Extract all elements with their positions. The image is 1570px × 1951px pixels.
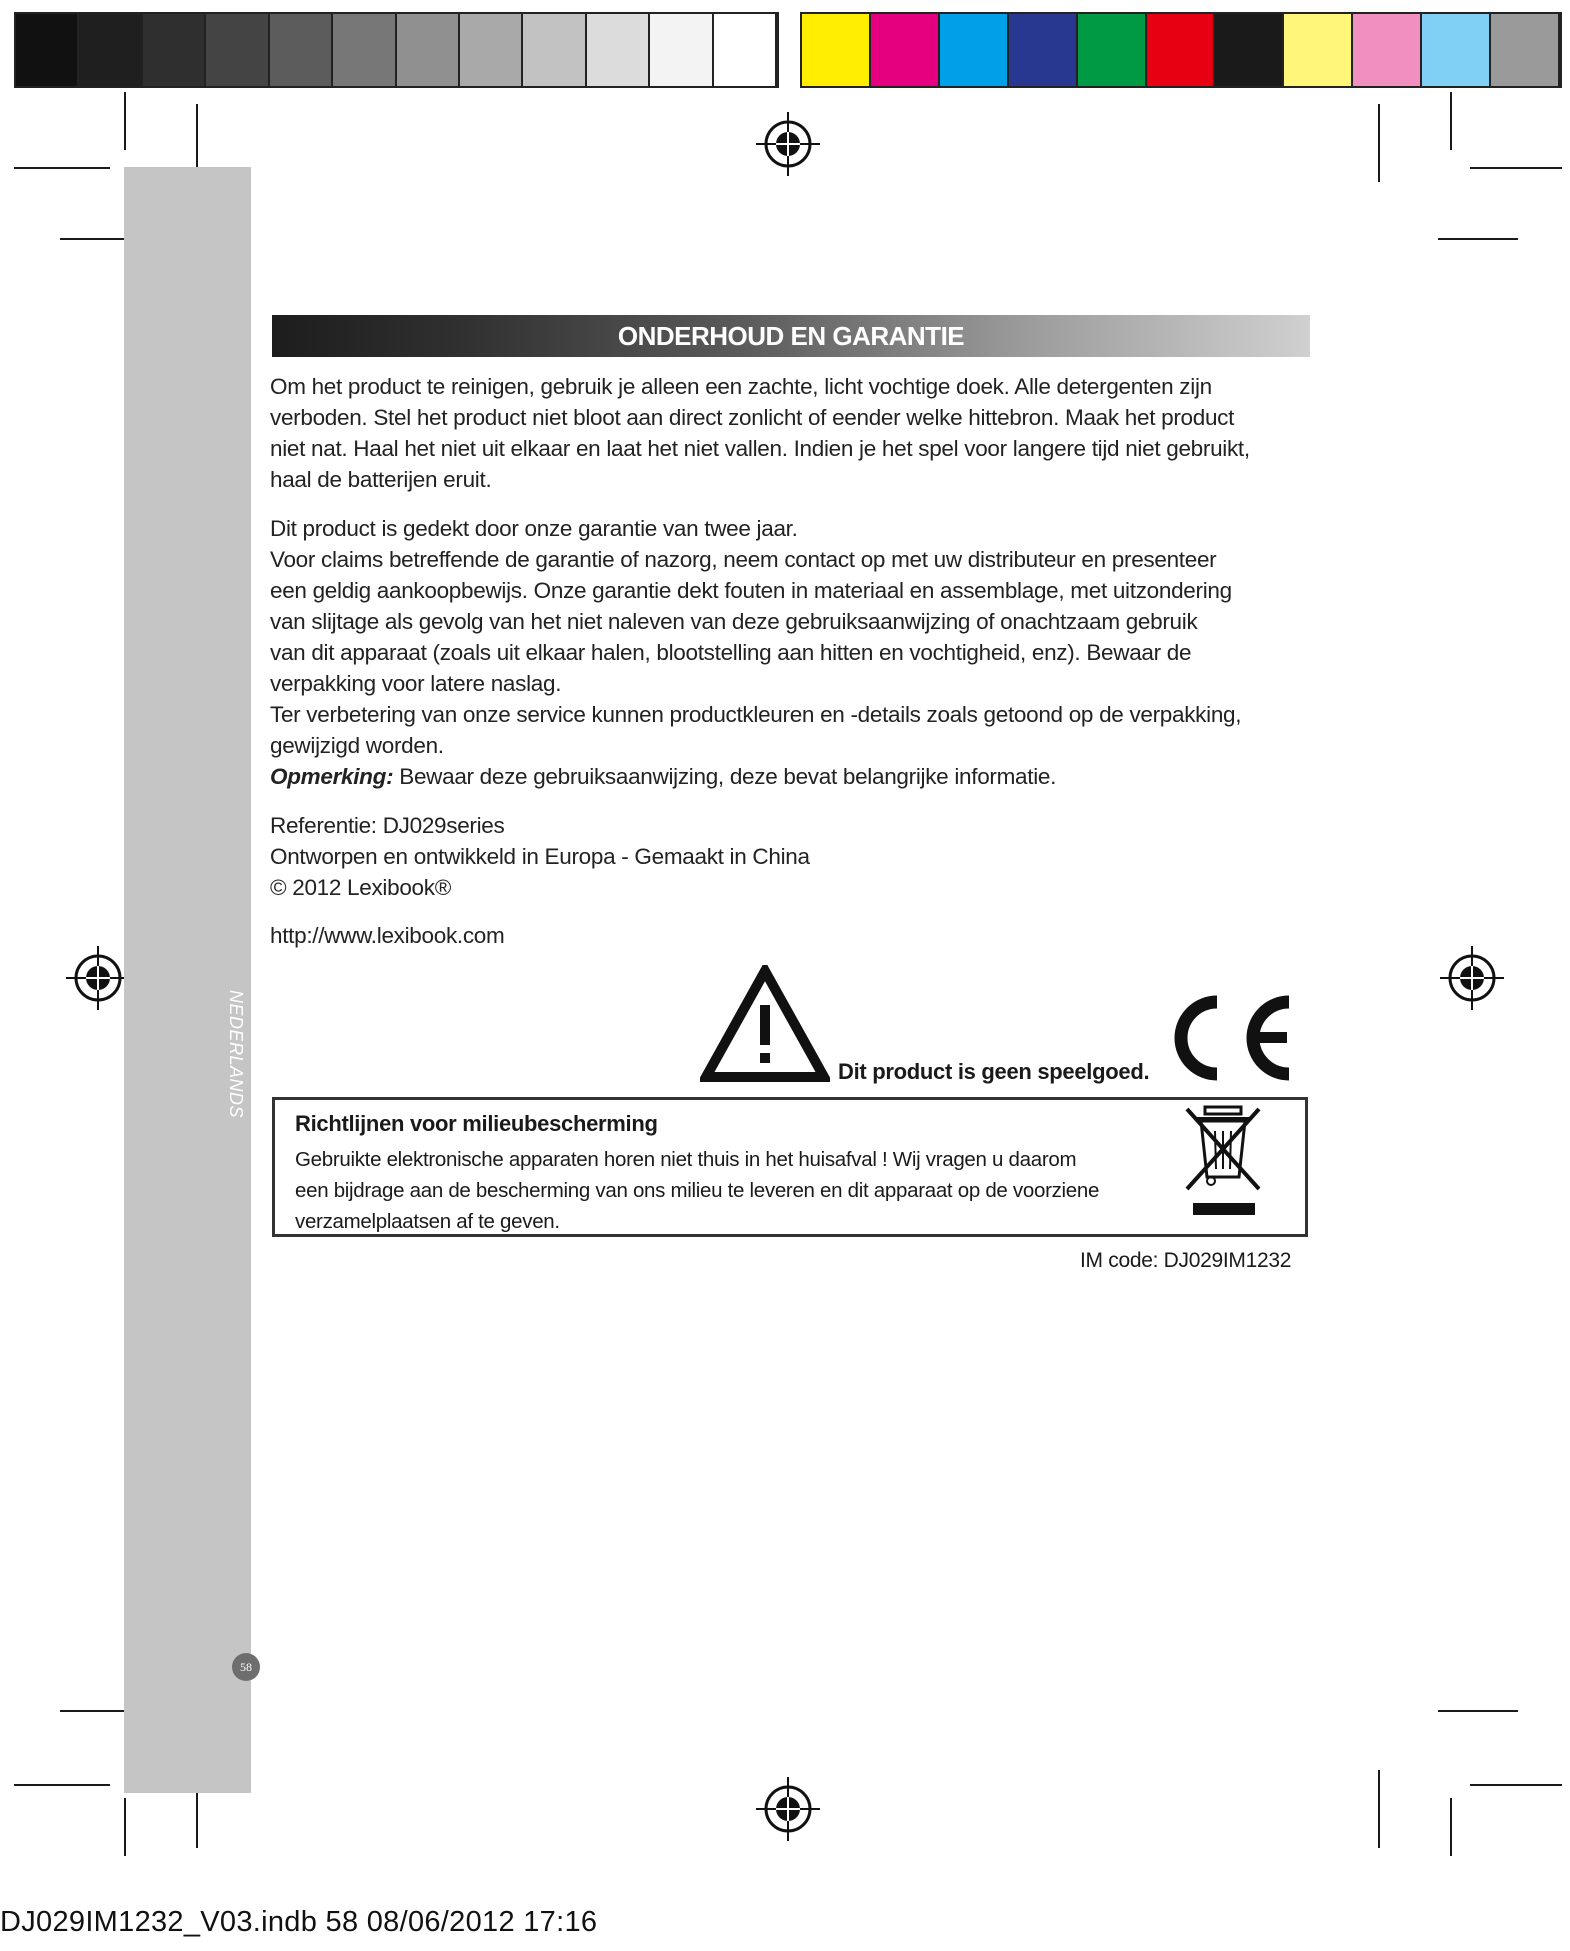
color-swatch: [714, 14, 777, 86]
color-swatch: [587, 14, 650, 86]
text-line: verzamelplaatsen af te geven.: [295, 1210, 560, 1233]
text-line: een geldig aankoopbewijs. Onze garantie dekt fouten in materiaal en assemblage, met uitzondering: [270, 578, 1232, 603]
text-line: Voor claims betreffende de garantie of nazorg, neem contact op met uw distributeur en presenteer: [270, 547, 1217, 572]
color-swatch: [1215, 14, 1284, 86]
color-swatch: [397, 14, 460, 86]
crop-mark: [124, 1798, 126, 1856]
text-line: © 2012 Lexibook®: [270, 875, 451, 900]
text-line: Ter verbetering van onze service kunnen productkleuren en -details zoals getoond op de verpakking,: [270, 702, 1242, 727]
not-a-toy-warning: Dit product is geen speelgoed.: [838, 1059, 1150, 1084]
environment-text: [295, 1144, 1099, 1237]
side-strip: [124, 167, 251, 1793]
color-swatch: [79, 14, 142, 86]
registration-mark-icon: [756, 112, 820, 176]
website-url[interactable]: [270, 920, 1320, 951]
color-swatch: [940, 14, 1009, 86]
reference-paragraph: [270, 810, 1320, 903]
registration-mark-icon: [1440, 946, 1504, 1010]
color-swatch: [1422, 14, 1491, 86]
text-line: Om het product te reinigen, gebruik je alleen een zachte, licht vochtige doek. Alle detergenten zijn: [270, 374, 1212, 399]
text-line: Referentie: DJ029series: [270, 813, 505, 838]
text-line: verpakking voor latere naslag.: [270, 671, 562, 696]
crop-mark: [14, 167, 110, 169]
ce-mark-icon: [1163, 990, 1295, 1085]
crop-mark: [1470, 167, 1562, 169]
text-line: een bijdrage aan de bescherming van ons milieu te leveren en dit apparaat op de voorziene: [295, 1179, 1100, 1202]
page-number: 58: [232, 1653, 260, 1681]
color-swatch: [650, 14, 713, 86]
environment-title: Richtlijnen voor milieubescherming: [295, 1111, 658, 1136]
note-label: Opmerking:: [270, 764, 394, 789]
url-text[interactable]: http://www.lexibook.com: [270, 923, 505, 948]
text-line: Gebruikte elektronische apparaten horen niet thuis in het huisafval ! Wij vragen u daarom: [295, 1148, 1077, 1171]
color-swatch: [270, 14, 333, 86]
crop-mark: [1450, 1798, 1452, 1856]
color-swatch: [1284, 14, 1353, 86]
language-label-text: NEDERLANDS: [226, 990, 246, 1119]
color-swatch: [1078, 14, 1147, 86]
warranty-paragraph: [270, 513, 1320, 792]
crop-mark: [1378, 104, 1380, 182]
text-line: Dit product is gedekt door onze garantie van twee jaar.: [270, 516, 798, 541]
color-swatch: [333, 14, 396, 86]
color-swatch: [1491, 14, 1560, 86]
file-slug: DJ029IM1232_V03.indb 58 08/06/2012 17:16: [0, 1906, 598, 1938]
crop-mark: [14, 1784, 110, 1786]
color-swatch: [1353, 14, 1422, 86]
im-code: IM code: DJ029IM1232: [1080, 1249, 1292, 1272]
grayscale-calibration-bar: [14, 12, 779, 88]
text-line: van slijtage als gevolg van het niet naleven van deze gebruiksaanwijzing of onachtzaam gebruik: [270, 609, 1198, 634]
color-swatch: [206, 14, 269, 86]
color-swatch: [1147, 14, 1216, 86]
crossed-bin-icon: [1183, 1103, 1263, 1221]
section-title: ONDERHOUD EN GARANTIE: [617, 321, 965, 351]
care-paragraph: [270, 371, 1320, 495]
text-line: gewijzigd worden.: [270, 733, 444, 758]
text-line: van dit apparaat (zoals uit elkaar halen, blootstelling aan hitten en vochtigheid, enz). Bewaar de: [270, 640, 1192, 665]
color-swatch: [143, 14, 206, 86]
text-line: haal de batterijen eruit.: [270, 467, 492, 492]
color-swatch: [802, 14, 871, 86]
crop-mark: [1438, 1710, 1518, 1712]
color-calibration-bar: [800, 12, 1562, 88]
color-swatch: [16, 14, 79, 86]
registration-mark-icon: [66, 946, 130, 1010]
text-line: Ontworpen en ontwikkeld in Europa - Gemaakt in China: [270, 844, 810, 869]
color-swatch: [523, 14, 586, 86]
note-line: [270, 761, 1320, 792]
registration-mark-icon: [756, 1777, 820, 1841]
crop-mark: [1438, 238, 1518, 240]
crop-mark: [124, 92, 126, 150]
warning-triangle-icon: [700, 965, 830, 1083]
crop-mark: [1470, 1784, 1562, 1786]
color-swatch: [871, 14, 940, 86]
text-line: verboden. Stel het product niet bloot aan direct zonlicht of eender welke hittebron. Maak het product: [270, 405, 1235, 430]
note-text: Bewaar deze gebruiksaanwijzing, deze bevat belangrijke informatie.: [393, 764, 1057, 789]
section-title-band: [272, 315, 1310, 357]
crop-mark: [1450, 92, 1452, 150]
color-swatch: [460, 14, 523, 86]
color-swatch: [1009, 14, 1078, 86]
text-line: niet nat. Haal het niet uit elkaar en laat het niet vallen. Indien je het spel voor langere tijd niet gebruikt,: [270, 436, 1250, 461]
crop-mark: [1378, 1770, 1380, 1848]
language-label: [218, 990, 258, 1140]
